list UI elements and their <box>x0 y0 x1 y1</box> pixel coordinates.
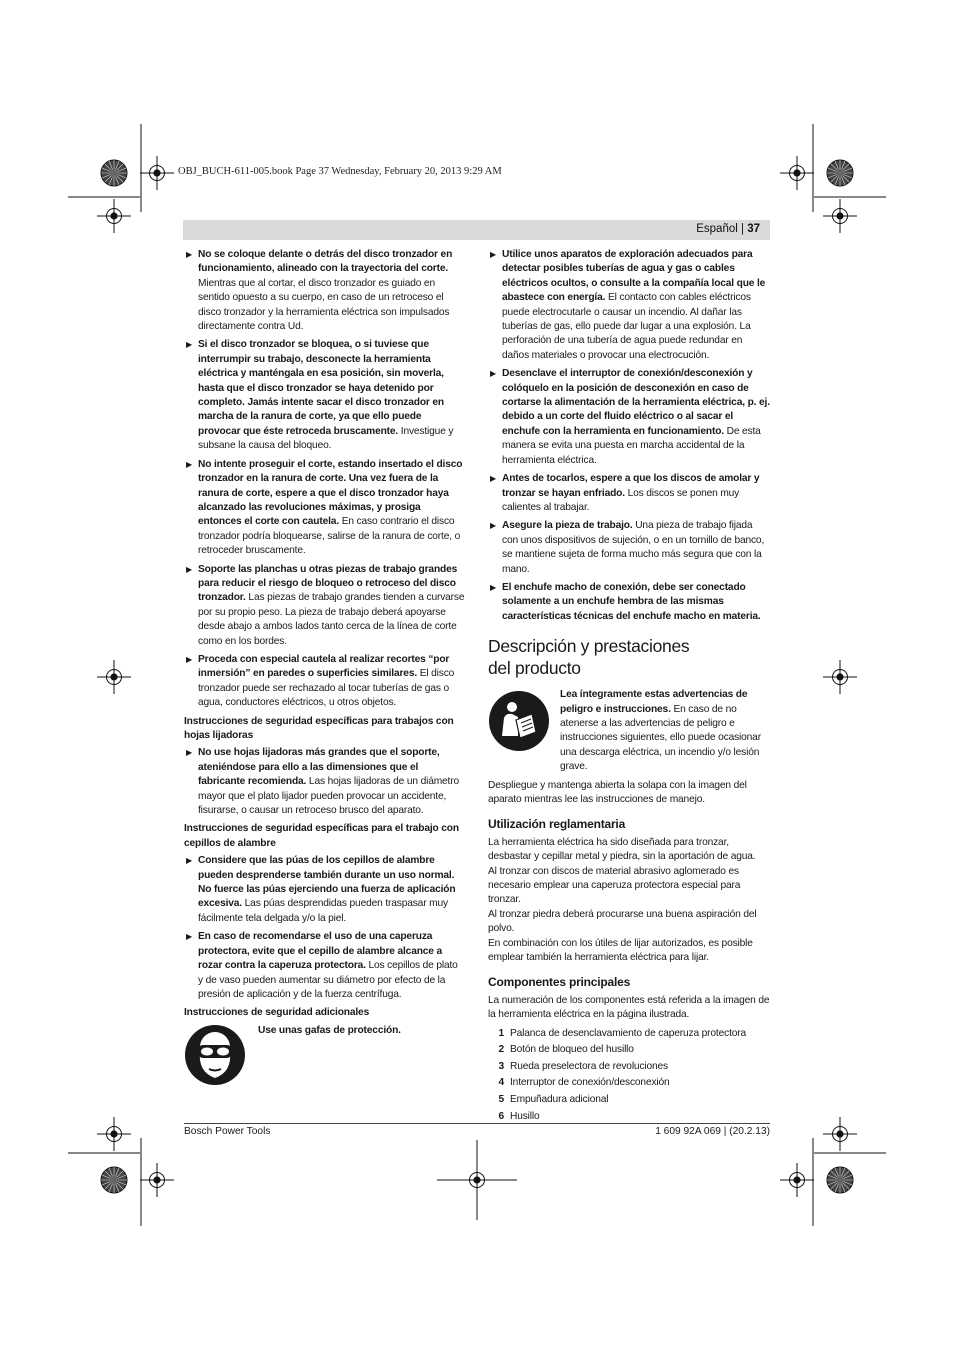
bullet-item-text: Las piezas de trabajo grandes tienden a curvarse por su propio peso. La pieza de trabajo deberá apoyarse desde abajo a ambos lados tanto cerca de la línea de corte como en los bordes. <box>198 592 465 647</box>
triangle-bullet-icon: ▶ <box>186 250 193 259</box>
left-column <box>184 248 465 1088</box>
component-label: Empuñadura adicional <box>510 1094 609 1106</box>
goggles-text: Use unas gafas de protección. <box>258 1024 401 1036</box>
bullet-item-bold: Utilice unos aparatos de exploración adecuados para detectar posibles tuberías de agua y gas o cables eléctricos ocultos, o consulte a la compañía local que le abastece con energía. <box>502 249 766 304</box>
use-paragraph-2: Al tronzar con discos de material abrasivo aglomerado es necesario emplear una caperuza protectora especial para tronzar. <box>488 865 741 906</box>
goggles-notice <box>184 1024 465 1088</box>
header-separator: | <box>741 223 744 235</box>
warning-text: En caso de no atenerse a las advertencias de peligro e instrucciones siguientes, ello puede ocasionar una descarga eléctrica, un incendio y/o lesión grave. <box>560 703 761 773</box>
triangle-bullet-icon: ▶ <box>186 459 193 469</box>
bullet-item-bold: Asegure la pieza de trabajo. <box>502 520 633 532</box>
component-number: 3 <box>498 1060 504 1072</box>
triangle-bullet-icon: ▶ <box>186 748 193 758</box>
left-items-3 <box>184 854 465 1002</box>
components-intro: La numeración de los componentes está referida a la imagen de la herramienta eléctrica en la página ilustrada. <box>488 994 770 1021</box>
bullet-item-text: Las hojas lijadoras de un diámetro mayor que el plato lijador pueden provocar un accidente, fisurarse, o causar un retroceso brusco del aparato. <box>198 776 460 817</box>
page-number: 37 <box>747 223 760 235</box>
bullet-item-text: De esta manera se evita una puesta en marcha accidental de la herramienta eléctrica. <box>502 425 761 466</box>
bullet-item-bold: El enchufe macho de conexión, debe ser conectado solamente a un enchufe hembra de las mismas características técnicas del enchufe macho en materia. <box>502 581 761 622</box>
bullet-item <box>488 519 770 577</box>
bullet-item-text: El contacto con cables eléctricos puede electrocutarle o causar un incendio. Al dañar las tuberías de gas, ello puede dar lugar a una explosión. La perforación de una tubería de agua puede redundar en daños materiales o provocar una electrocución. <box>502 292 751 361</box>
triangle-bullet-icon: ▶ <box>490 369 497 379</box>
print-info-line: OBJ_BUCH-611-005.book Page 37 Wednesday, February 20, 2013 9:29 AM <box>178 166 502 177</box>
section-title-line1: Descripción y prestaciones <box>488 636 690 657</box>
bullet-item <box>184 338 465 453</box>
header-text <box>696 223 760 235</box>
bullet-item <box>184 854 465 926</box>
page-header <box>183 220 770 240</box>
component-item <box>488 1043 770 1057</box>
subhead-sanding: Instrucciones de seguridad específicas para trabajos con hojas lijadoras <box>184 715 454 741</box>
bullet-item-bold: Soporte las planchas u otras piezas de trabajo grandes para reducir el riesgo de bloqueo o retroceso del disco tronzador. <box>198 563 458 604</box>
bullet-item-bold: Si el disco tronzador se bloquea, o si tuviese que interrumpir su trabajo, desconecte la herramienta eléctrica y manténgala en esa posición, sin moverla, hasta que el disco tronzador se haya detenido por completo. Jamás intente sacar el disco tronzador en marcha de la ranura de corte, ya que ello puede provocar que éste retroceda bruscamente. <box>198 339 444 437</box>
triangle-bullet-icon: ▶ <box>490 582 497 592</box>
triangle-bullet-icon: ▶ <box>186 564 193 574</box>
bullet-item-text: En caso contrario el disco tronzador podría bloquearse, salirse de la ranura de corte, o retroceder bruscamente. <box>198 516 461 557</box>
component-label: Botón de bloqueo del husillo <box>510 1044 634 1056</box>
bullet-item-text: Los cepillos de plato y de vaso pueden aumentar su diámetro por efecto de la presión de aplicación y de la fuerza centrífuga. <box>198 960 458 1000</box>
bullet-item-bold: No intente proseguir el corte, estando insertado el disco tronzador en la ranura de corte. Una vez fuera de la ranura de corte, espere a que el disco tronzador haya alcanzado las revoluciones máximas, y prosiga entonces el corte con cautela. <box>198 458 463 528</box>
component-number: 2 <box>498 1044 504 1056</box>
component-label: Husillo <box>510 1110 540 1122</box>
bullet-item-text: Las púas desprendidas pueden traspasar muy fácilmente tela delgada y/o la piel. <box>198 898 448 924</box>
bullet-item-text: Investigue y subsane la causa del bloqueo. <box>198 425 454 452</box>
bullet-item <box>488 472 770 515</box>
footer-rule <box>184 1123 770 1124</box>
components-list <box>488 1027 770 1124</box>
use-paragraph-4: En combinación con los útiles de lijar autorizados, es posible emplear también la herramienta eléctrica para lijar. <box>488 937 753 964</box>
warning-bold: Lea íntegramente estas advertencias de peligro e instrucciones. <box>560 689 748 715</box>
bullet-item-text: Mientras que al cortar, el disco tronzador es guiado en sentido opuesto a su cuerpo, en caso de un retroceso el disco tronzador y la herramienta eléctrica son impulsados directamente contra Ud. <box>198 277 450 333</box>
section-title-line2: del producto <box>488 658 581 679</box>
read-manual-icon <box>488 690 550 752</box>
section-title <box>488 635 770 679</box>
right-column <box>488 248 770 1126</box>
subhead-additional: Instrucciones de seguridad adicionales <box>184 1007 370 1019</box>
triangle-bullet-icon: ▶ <box>490 474 497 484</box>
left-items-1 <box>184 248 465 711</box>
bullet-item <box>184 563 465 649</box>
component-item <box>488 1027 770 1041</box>
bullet-item-bold: No se coloque delante o detrás del disco tronzador en funcionamiento, alineado con la trayectoria del corte. <box>198 249 453 275</box>
safety-goggles-icon <box>184 1024 246 1086</box>
bullet-item <box>184 746 465 818</box>
component-number: 6 <box>498 1110 504 1122</box>
component-label: Rueda preselectora de revoluciones <box>510 1060 668 1072</box>
bullet-item <box>184 458 465 559</box>
bullet-item-text: Una pieza de trabajo fijada con unos dispositivos de sujeción, o en un tornillo de banco, se mantiene sujeta de forma mucho más segura que con la mano. <box>502 520 765 575</box>
subhead-wire-brush: Instrucciones de seguridad específicas para el trabajo con cepillos de alambre <box>184 823 459 849</box>
component-item <box>488 1093 770 1107</box>
bullet-item <box>184 653 465 711</box>
component-number: 5 <box>498 1094 504 1106</box>
bullet-item <box>488 581 770 624</box>
fold-text: Despliegue y mantenga abierta la solapa con la imagen del aparato mientras lee las instrucciones de manejo. <box>488 779 747 805</box>
right-items-1 <box>488 248 770 624</box>
triangle-bullet-icon: ▶ <box>490 250 497 259</box>
component-item <box>488 1110 770 1124</box>
footer-brand: Bosch Power Tools <box>184 1126 271 1137</box>
bullet-item-bold: En caso de recomendarse el uso de una caperuza protectora, evite que el cepillo de alambre alcance a rozar contra la caperuza protectora. <box>198 931 443 972</box>
triangle-bullet-icon: ▶ <box>186 654 193 664</box>
bullet-item <box>184 248 465 334</box>
bullet-item-text: Los discos se ponen muy calientes al trabajar. <box>502 487 740 513</box>
component-label: Interruptor de conexión/desconexión <box>510 1077 670 1089</box>
read-instructions-warning <box>488 688 770 774</box>
component-item <box>488 1060 770 1074</box>
triangle-bullet-icon: ▶ <box>186 932 193 942</box>
left-items-2 <box>184 746 465 818</box>
bullet-item <box>184 930 465 1002</box>
bullet-item-bold: Proceda con especial cautela al realizar recortes “por inmersión” en paredes o superficies similares. <box>198 653 450 680</box>
footer-docnumber: 1 609 92A 069 | (20.2.13) <box>655 1126 770 1137</box>
component-number: 4 <box>498 1077 504 1089</box>
triangle-bullet-icon: ▶ <box>186 340 193 350</box>
bullet-item-bold: No use hojas lijadoras más grandes que el soporte, ateniéndose para ello a las dimensiones que el fabricante recomienda. <box>198 747 440 788</box>
bullet-item-bold: Considere que las púas de los cepillos de alambre pueden desprenderse también durante un uso normal. No fuerce las púas ejerciendo una fuerza de aplicación excesiva. <box>198 855 456 910</box>
bullet-item <box>488 248 770 363</box>
bullet-item-bold: Antes de tocarlos, espere a que los discos de amolar y tronzar se hayan enfriado. <box>502 473 760 499</box>
bullet-item <box>488 367 770 468</box>
component-item <box>488 1076 770 1090</box>
component-number: 1 <box>498 1027 504 1039</box>
component-label: Palanca de desenclavamiento de caperuza protectora <box>510 1027 747 1039</box>
use-paragraph-1: La herramienta eléctrica ha sido diseñada para tronzar, desbastar y cepillar metal y piedra, sin la aportación de agua. <box>488 836 756 863</box>
header-language: Español <box>696 223 738 235</box>
use-paragraph-3: Al tronzar piedra deberá procurarse una buena aspiración del polvo. <box>488 908 757 935</box>
triangle-bullet-icon: ▶ <box>186 856 193 866</box>
bullet-item-bold: Desenclave el interruptor de conexión/desconexión y colóquelo en la posición de desconexión en caso de cortarse la alimentación de la herramienta eléctrica, p. ej. debido a un corte del fluido eléctrico o al sacar el enchufe con la herramienta en funcionamiento. <box>502 368 770 437</box>
heading-intended-use: Utilización reglamentaria <box>488 817 626 832</box>
bullet-item-text: El disco tronzador puede ser rechazado al tocar tuberías de gas o agua, conductores eléctricos, u otros objetos. <box>198 668 455 709</box>
heading-components: Componentes principales <box>488 975 631 990</box>
triangle-bullet-icon: ▶ <box>490 521 497 531</box>
